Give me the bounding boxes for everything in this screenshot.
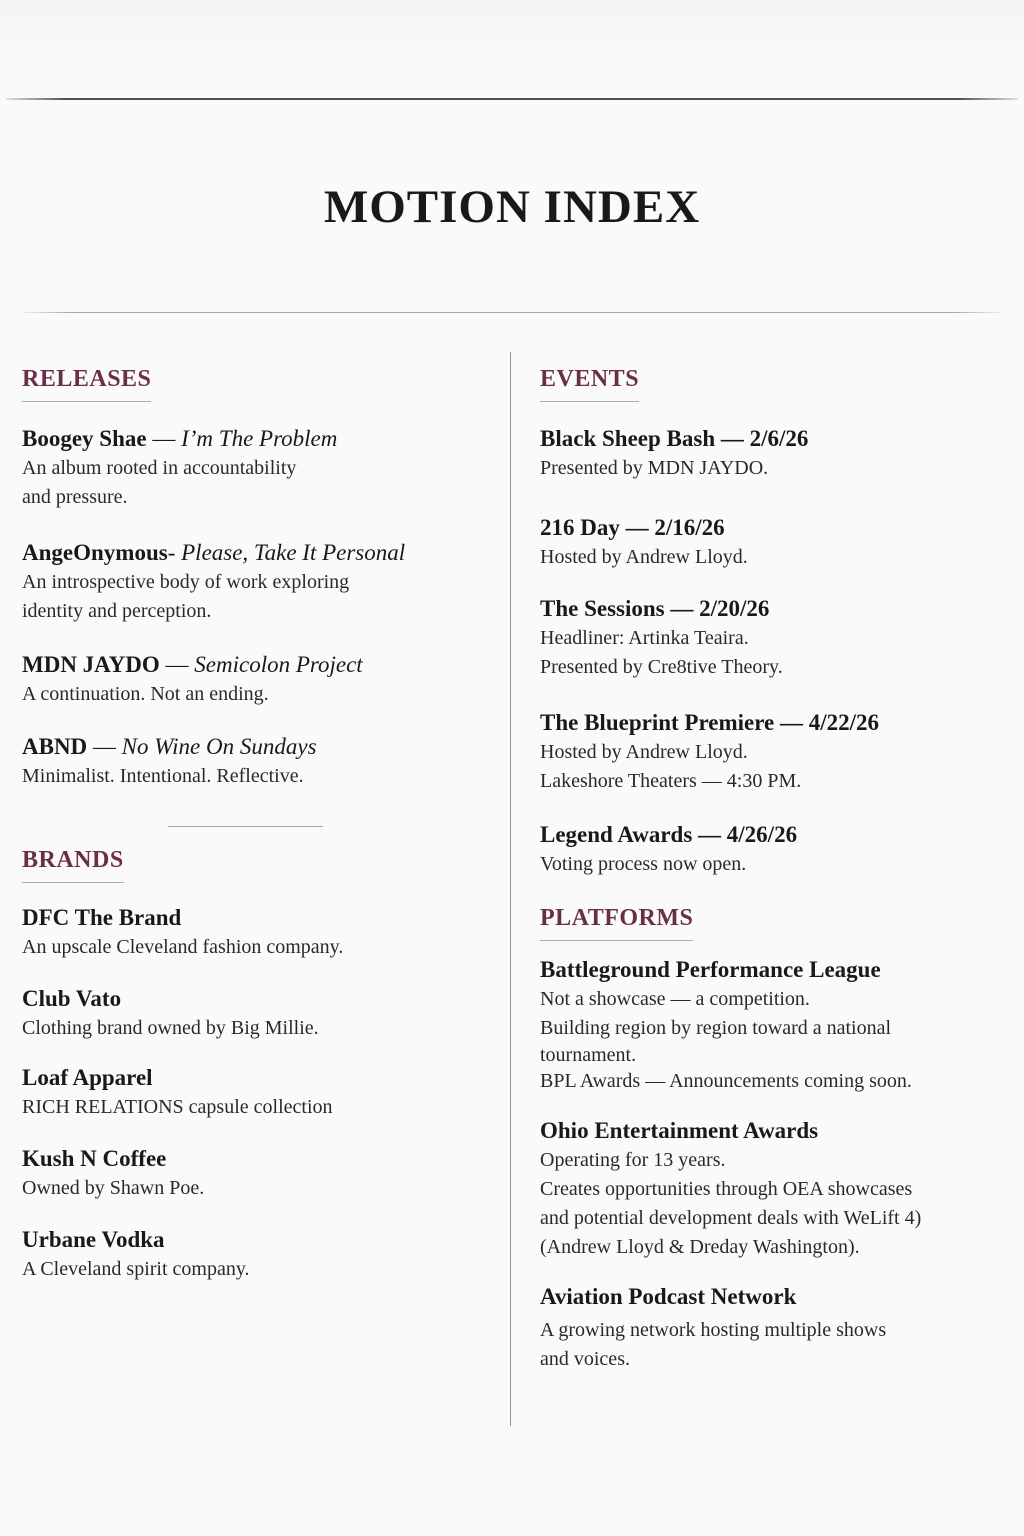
platforms-section bbox=[540, 905, 1010, 1374]
release-separator: - bbox=[167, 540, 182, 565]
platform-entry bbox=[540, 1282, 1010, 1374]
release-artist: AngeOnymous bbox=[22, 540, 168, 565]
platform-detail: Creates opportunities through OEA showcases bbox=[540, 1178, 913, 1200]
section-heading-releases: RELEASES bbox=[22, 366, 151, 402]
brand-name: DFC The Brand bbox=[22, 905, 182, 930]
platform-title: Ohio Entertainment Awards bbox=[540, 1118, 819, 1143]
release-separator: — bbox=[159, 652, 195, 677]
right-column bbox=[540, 366, 1010, 1374]
release-description: An introspective body of work exploring bbox=[22, 571, 350, 593]
release-entry bbox=[22, 732, 492, 791]
release-title bbox=[22, 732, 492, 762]
release-entry bbox=[22, 650, 492, 709]
brand-entry bbox=[22, 1144, 492, 1203]
release-description: and pressure. bbox=[22, 486, 128, 508]
event-detail: Headliner: Artinka Teaira. bbox=[540, 627, 749, 649]
platform-detail: Not a showcase — a competition. bbox=[540, 988, 810, 1010]
release-description: A continuation. Not an ending. bbox=[22, 683, 269, 705]
release-artist: Boogey Shae bbox=[22, 426, 147, 451]
platform-detail: tournament. bbox=[540, 1044, 637, 1066]
release-entry bbox=[22, 424, 492, 512]
platform-entry bbox=[540, 955, 1010, 1096]
platform-detail: Building region by region toward a national bbox=[540, 1017, 892, 1039]
left-column bbox=[22, 366, 492, 1284]
event-detail: Voting process now open. bbox=[540, 853, 747, 875]
release-separator: — bbox=[87, 734, 122, 759]
release-work: Please, Take It Personal bbox=[181, 540, 406, 565]
brand-description: Owned by Shawn Poe. bbox=[22, 1177, 205, 1199]
platform-entry bbox=[540, 1116, 1010, 1262]
event-detail: Lakeshore Theaters — 4:30 PM. bbox=[540, 770, 802, 792]
brand-description: Clothing brand owned by Big Millie. bbox=[22, 1017, 319, 1039]
platform-detail: BPL Awards — Announcements coming soon. bbox=[540, 1070, 912, 1092]
platform-title: Battleground Performance League bbox=[540, 957, 881, 982]
event-title: Legend Awards — 4/26/26 bbox=[540, 822, 798, 847]
release-work: I’m The Problem bbox=[181, 426, 338, 451]
brand-name: Kush N Coffee bbox=[22, 1146, 167, 1171]
section-heading-brands: BRANDS bbox=[22, 847, 124, 883]
event-title: 216 Day — 2/16/26 bbox=[540, 515, 725, 540]
event-entry bbox=[540, 513, 1010, 572]
event-detail: Hosted by Andrew Lloyd. bbox=[540, 546, 748, 568]
release-title bbox=[22, 650, 492, 680]
platform-detail: Operating for 13 years. bbox=[540, 1149, 726, 1171]
event-entry bbox=[540, 820, 1010, 879]
platform-detail: A growing network hosting multiple shows bbox=[540, 1319, 887, 1341]
release-description: Minimalist. Intentional. Reflective. bbox=[22, 765, 304, 787]
event-detail: Hosted by Andrew Lloyd. bbox=[540, 741, 748, 763]
top-rule bbox=[6, 98, 1018, 100]
page-title: MOTION INDEX bbox=[323, 181, 701, 233]
section-heading-platforms: PLATFORMS bbox=[540, 905, 693, 941]
platform-detail: (Andrew Lloyd & Dreday Washington). bbox=[540, 1236, 860, 1258]
release-description: An album rooted in accountability bbox=[22, 457, 297, 479]
brand-name: Loaf Apparel bbox=[22, 1065, 153, 1090]
event-entry bbox=[540, 708, 1010, 796]
event-title: The Blueprint Premiere — 4/22/26 bbox=[540, 710, 880, 735]
brand-description: A Cleveland spirit company. bbox=[22, 1258, 250, 1280]
release-work: No Wine On Sundays bbox=[121, 734, 317, 759]
event-detail: Presented by MDN JAYDO. bbox=[540, 457, 769, 479]
brands-section bbox=[22, 847, 492, 1284]
brand-name: Urbane Vodka bbox=[22, 1227, 165, 1252]
title-rule bbox=[24, 312, 1000, 313]
event-entry bbox=[540, 424, 1010, 483]
brand-description: RICH RELATIONS capsule collection bbox=[22, 1096, 333, 1118]
brand-entry bbox=[22, 903, 492, 962]
section-heading-events: EVENTS bbox=[540, 366, 639, 402]
release-title bbox=[22, 424, 492, 454]
release-entry bbox=[22, 538, 492, 626]
platform-detail: and voices. bbox=[540, 1348, 630, 1370]
event-title: The Sessions — 2/20/26 bbox=[540, 596, 770, 621]
release-separator: — bbox=[146, 426, 182, 451]
release-artist: MDN JAYDO bbox=[22, 652, 160, 677]
brand-name: Club Vato bbox=[22, 986, 122, 1011]
release-description: identity and perception. bbox=[22, 600, 212, 622]
event-entry bbox=[540, 594, 1010, 682]
brand-description: An upscale Cleveland fashion company. bbox=[22, 936, 344, 958]
event-detail: Presented by Cre8tive Theory. bbox=[540, 656, 783, 678]
platform-detail: and potential development deals with WeLift 4) bbox=[540, 1207, 922, 1229]
event-title: Black Sheep Bash — 2/6/26 bbox=[540, 426, 809, 451]
brand-entry bbox=[22, 1063, 492, 1122]
brand-entry bbox=[22, 1225, 492, 1284]
releases-section bbox=[22, 366, 492, 791]
platform-title: Aviation Podcast Network bbox=[540, 1284, 797, 1309]
release-artist: ABND bbox=[22, 734, 88, 759]
release-title bbox=[22, 538, 492, 568]
section-divider bbox=[168, 826, 323, 827]
column-divider bbox=[510, 352, 511, 1426]
release-work: Semicolon Project bbox=[194, 652, 363, 677]
events-section bbox=[540, 366, 1010, 879]
brand-entry bbox=[22, 984, 492, 1043]
